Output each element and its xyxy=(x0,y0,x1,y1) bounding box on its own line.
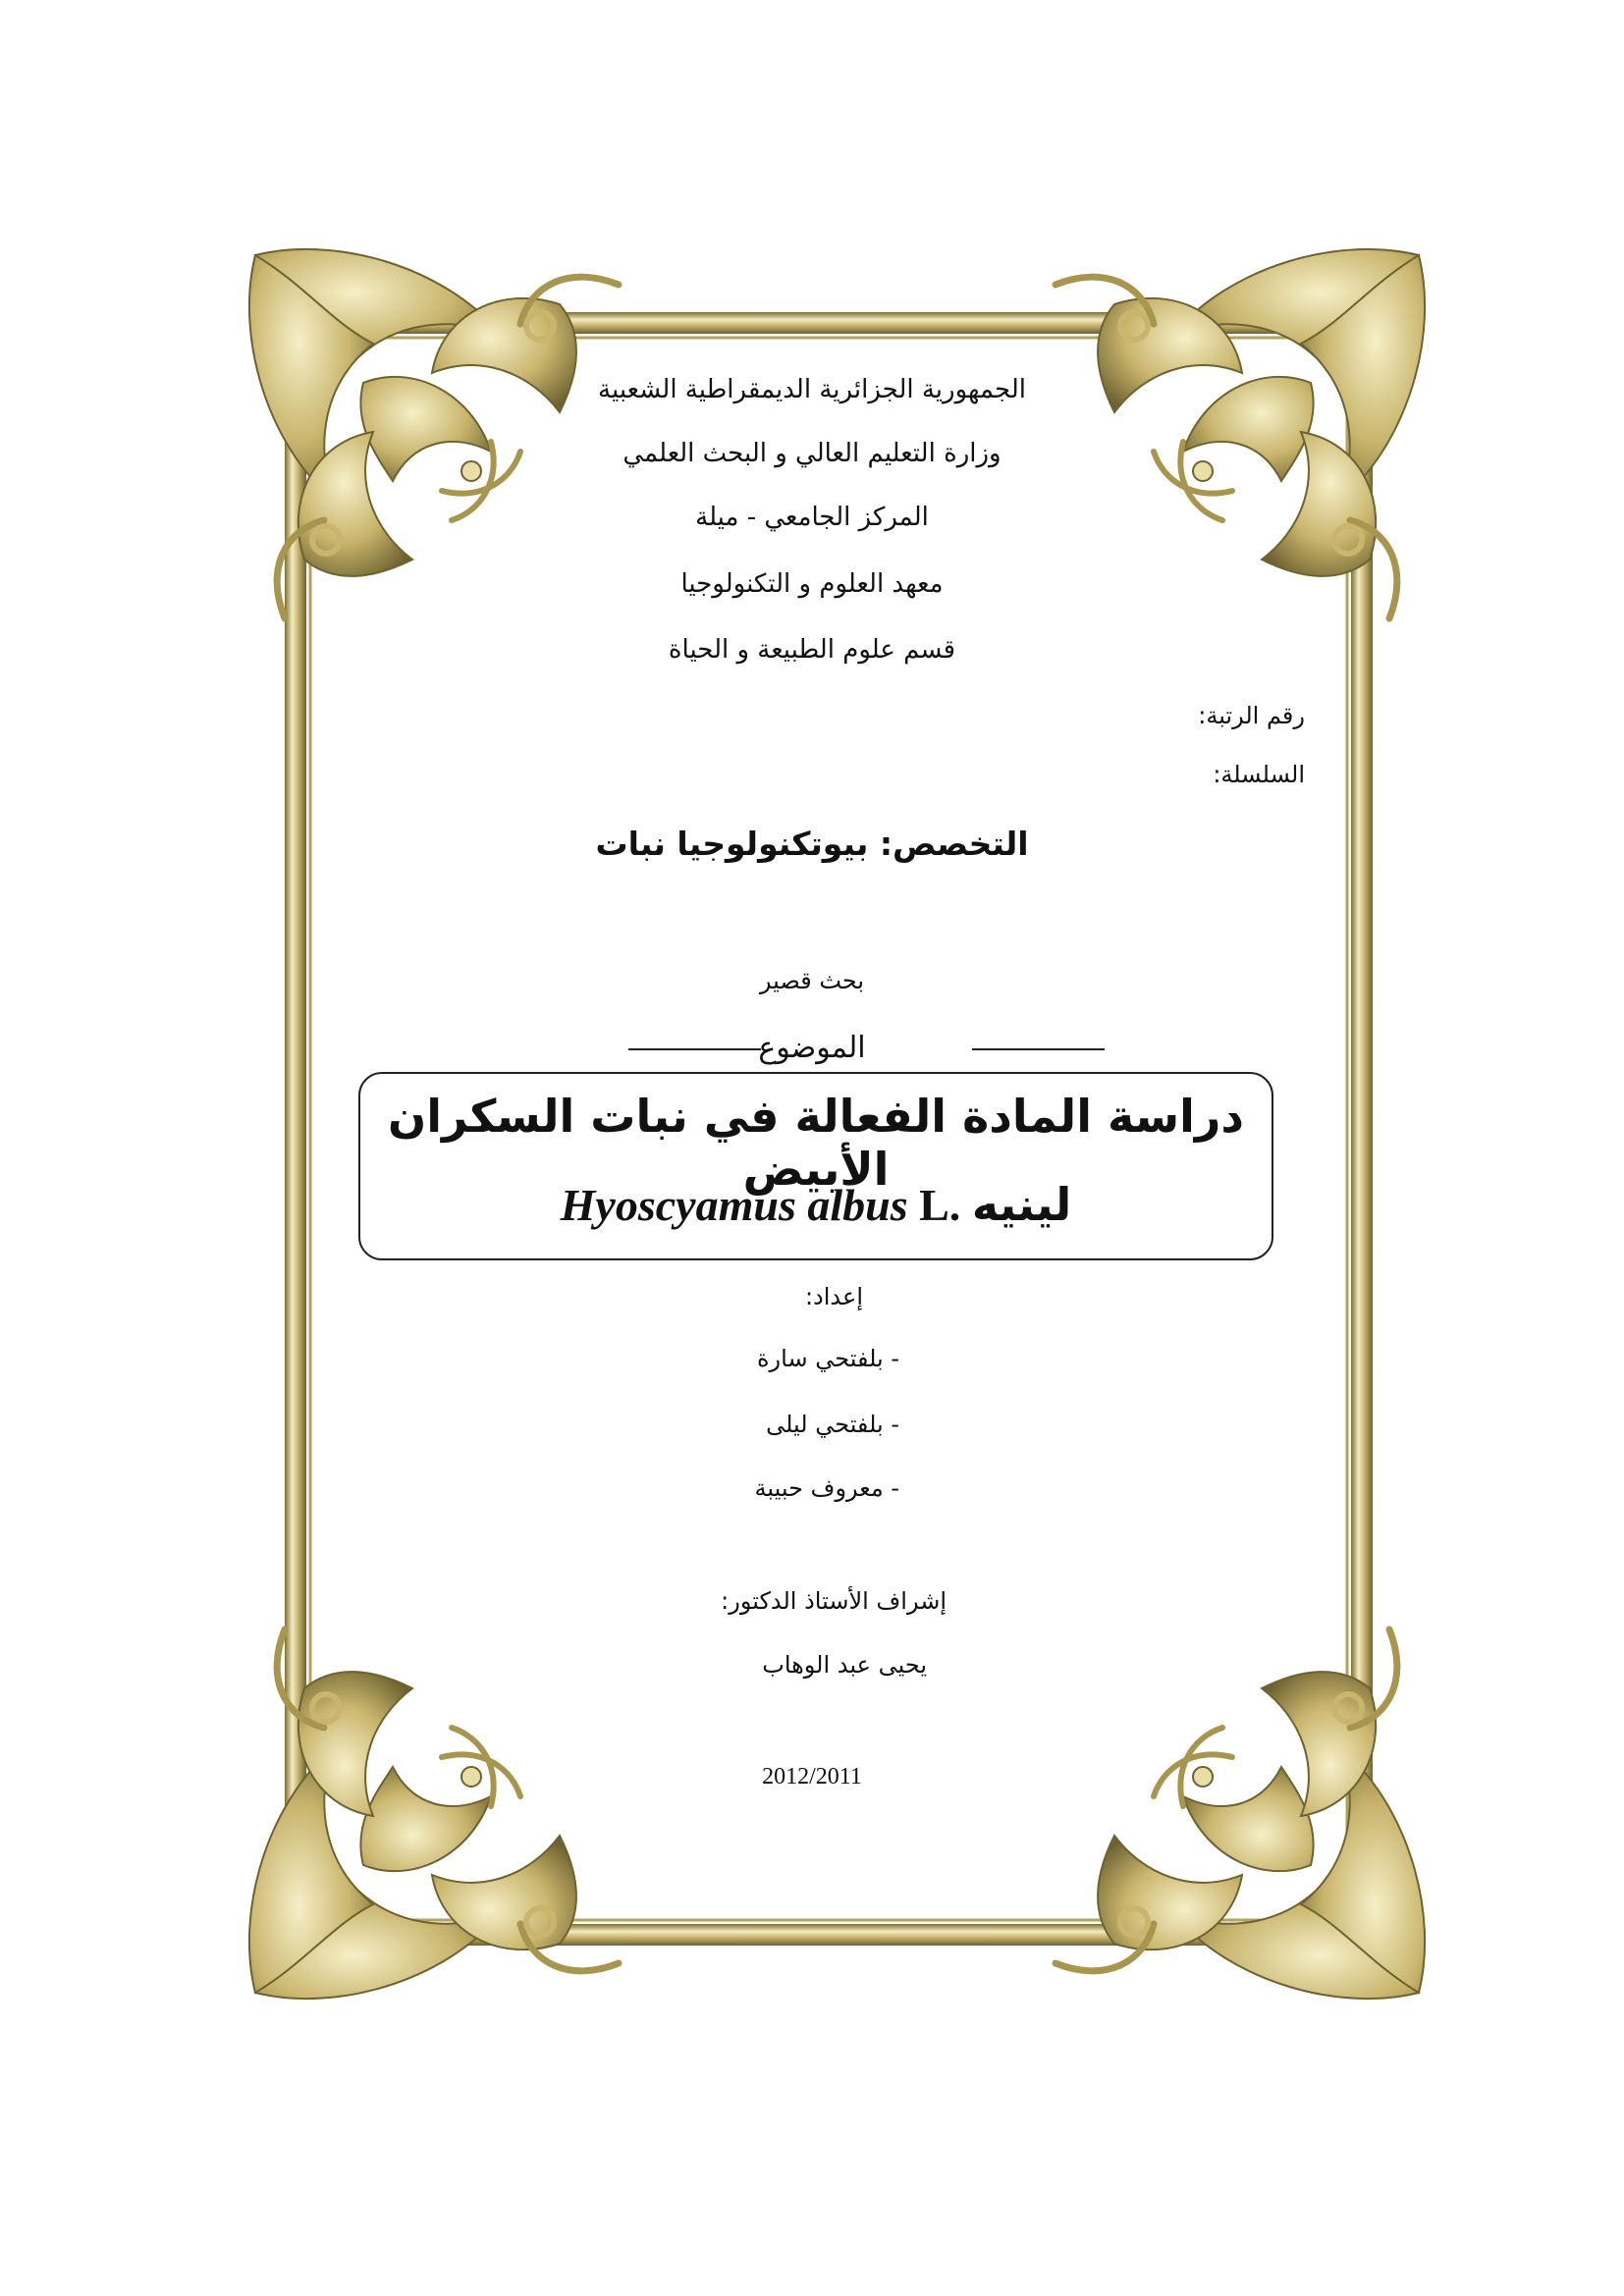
department-line: قسم علوم الطبيعة و الحياة xyxy=(668,635,956,665)
prepared-by-label: إعداد: xyxy=(804,1283,863,1310)
series-label: السلسلة: xyxy=(1213,761,1305,788)
center-line: المركز الجامعي - ميلة xyxy=(695,503,929,532)
academic-year: 2012/2011 xyxy=(762,1764,862,1789)
rank-label: رقم الرتبة: xyxy=(1198,702,1305,729)
linnaeus-ar: لينيه xyxy=(971,1178,1072,1231)
supervision-label: إشراف الأستاذ الدكتور: xyxy=(721,1587,947,1615)
institute-line: معهد العلوم و التكنولوجيا xyxy=(680,569,944,599)
topic-title-arabic: دراسة المادة الفعالة في نبات السكران الأبيض xyxy=(388,1090,1244,1196)
student-2: - بلفتحي ليلى xyxy=(766,1411,899,1438)
topic-title-scientific xyxy=(358,1178,1273,1231)
work-type: بحث قصير xyxy=(759,967,865,994)
student-1: - بلفتحي سارة xyxy=(756,1345,899,1372)
specialty-heading: التخصص: بيوتكنولوجيا نبات xyxy=(595,825,1029,863)
ministry-line: وزارة التعليم العالي و البحث العلمي xyxy=(623,439,1001,468)
student-3: - معروف حبيبة xyxy=(754,1474,899,1502)
supervisor-name: يحيى عبد الوهاب xyxy=(762,1651,927,1679)
topic-legend: الموضوع xyxy=(758,1031,866,1065)
scientific-name xyxy=(561,1180,961,1230)
species: albus xyxy=(807,1180,908,1230)
republic-line: الجمهورية الجزائرية الديمقراطية الشعبية xyxy=(598,375,1026,404)
author-abbrev: L. xyxy=(919,1180,961,1230)
genus: Hyoscyamus xyxy=(560,1180,796,1230)
